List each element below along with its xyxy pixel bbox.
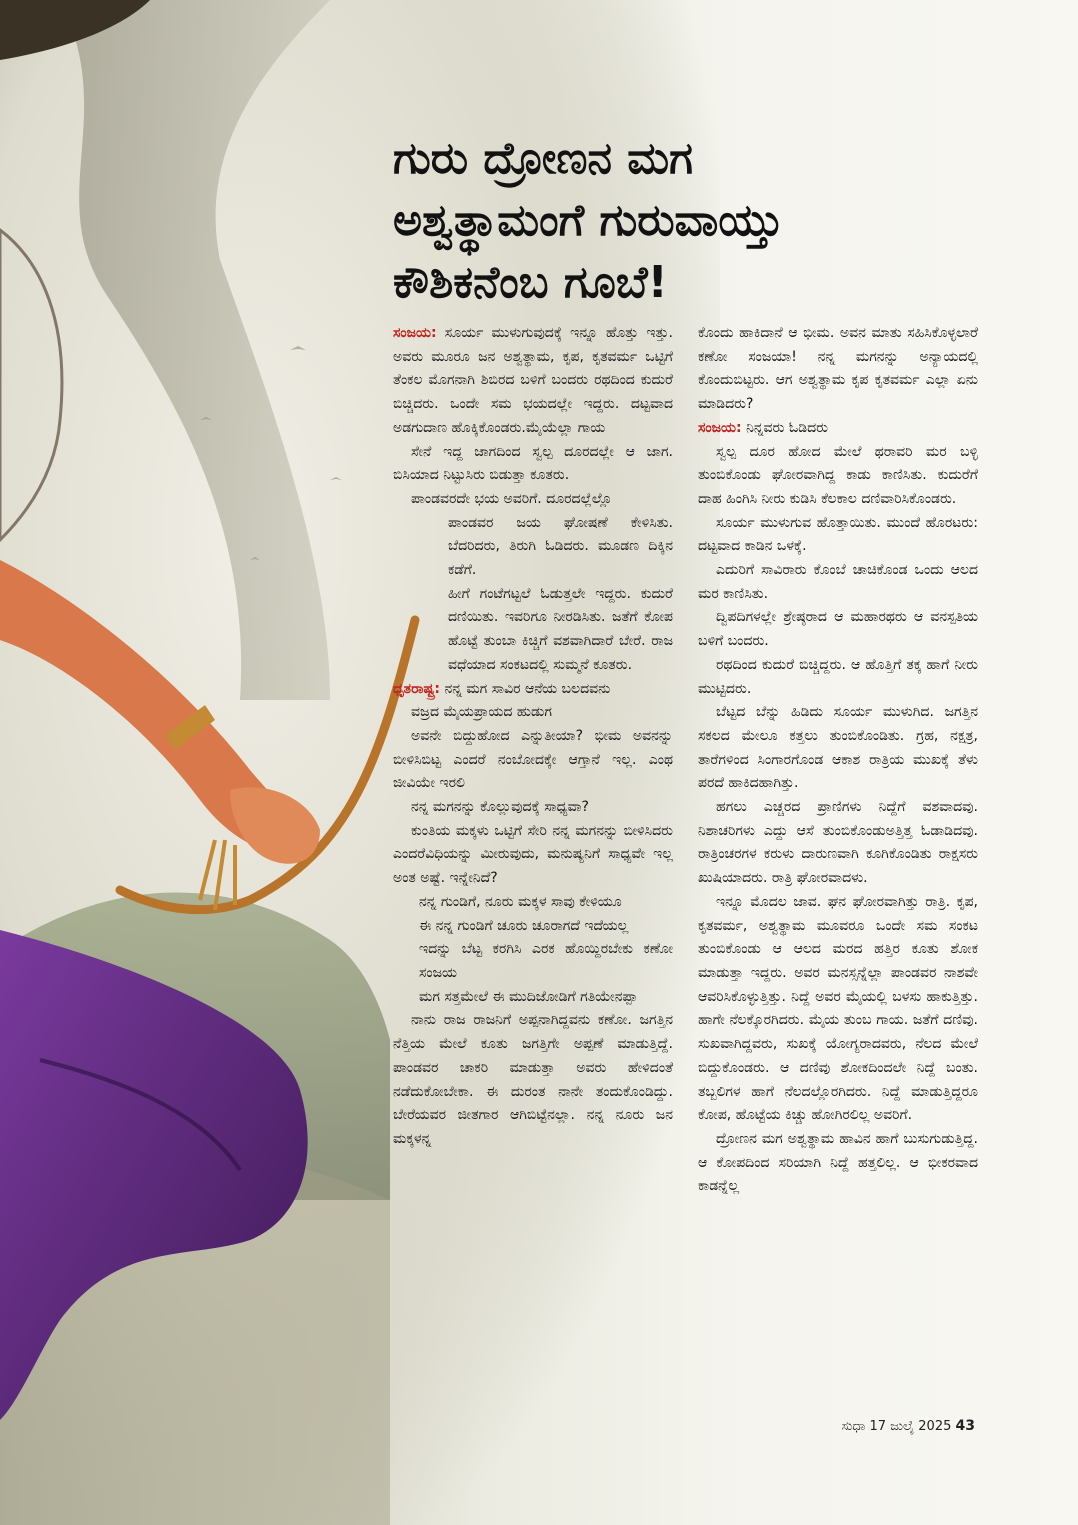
speaker-label: ಸಂಜಯ: <box>393 325 437 341</box>
paragraph: ಪಾಂಡವರದೇ ಭಯ ಅವರಿಗೆ. ದೂರದಲ್ಲೆಲ್ಲೊ <box>411 490 613 507</box>
paragraph: ಕುಂತಿಯ ಮಕ್ಕಳು ಒಟ್ಟಿಗೆ ಸೇರಿ ನನ್ನ ಮಗನನ್ನು ಬೀಳಿಸಿದರು ಎಂದರೆವಿಧಿಯನ್ನು ಮೀರುವುದು, ಮನುಷ್ಯನಿಗೆ ಸಾಧ್ಯವೇ ಇಲ್ಲ ಅಂತ ಅಷ್ಟೆ. ಇನ್ನೇನಿದೆ? <box>393 822 673 887</box>
paragraph: ಸೂರ್ಯ ಮುಳುಗುವ ಹೊತ್ತಾಯಿತು. ಮುಂದೆ ಹೊರಟರು: ದಟ್ಟವಾದ ಕಾಡಿನ ಒಳಕ್ಕೆ. <box>698 514 978 555</box>
verse-line: ಇದನ್ನು ಬೆಟ್ಟ ಕರಗಿಸಿ ಎರಕ ಹೊಯ್ದಿರಬೇಕು ಕಣೋ ಸಂಜಯ <box>419 941 673 981</box>
title-line-3: ಕೌಶಿಕನೆಂಬ ಗೂಬೆ! <box>393 257 668 308</box>
title-line-2: ಅಶ್ವತ್ಥಾಮಂಗೆ ಗುರುವಾಯ್ತು <box>393 195 784 246</box>
article-column-left <box>393 322 673 1152</box>
issue-date: 17 ಜುಲೈ 2025 <box>869 1419 952 1434</box>
paragraph: ದ್ರೋಣನ ಮಗ ಅಶ್ವತ್ಥಾಮ ಹಾವಿನ ಹಾಗೆ ಬುಸುಗುಡುತ್ತಿದ್ದ. ಆ ಕೋಪದಿಂದ ಸರಿಯಾಗಿ ನಿದ್ದೆ ಹತ್ತಲಿಲ್ಲ. ಆ ಭೀಕರವಾದ ಕಾಡನ್ನೆಲ್ಲ <box>698 1130 978 1195</box>
magazine-name: ಸುಧಾ <box>841 1419 866 1434</box>
paragraph: ರಥದಿಂದ ಕುದುರೆ ಬಿಚ್ಚಿದ್ದರು. ಆ ಹೊತ್ತಿಗೆ ತಕ್ಕ ಹಾಗೆ ನೀರು ಮುಟ್ಟಿದರು. <box>698 656 978 697</box>
paragraph: ಸಂಜಯ: ಸೂರ್ಯ ಮುಳುಗುವುದಕ್ಕೆ ಇನ್ನೂ ಹೊತ್ತು ಇತ್ತು. ಅವರು ಮೂರೂ ಜನ ಅಶ್ವತ್ಥಾಮ, ಕೃಪ, ಕೃತವರ್ಮ ಒಟ್ಟಿಗೆ ತೆಂಕಲ ಮೊಗನಾಗಿ ಶಿಬಿರದ ಬಳಿಗೆ ಬಂದರು ರಥದಿಂದ ಕುದುರೆ ಬಿಚ್ಚಿದರು. ಒಂದೇ ಸಮ ಭಯದಲ್ಲೇ ಇದ್ದರು. ದಟ್ಟವಾದ ಅಡಗುದಾಣ ಹೊಕ್ಕಿಕೊಂಡರು.ಮೈಯೆಲ್ಲಾ ಗಾಯ <box>393 325 673 436</box>
paragraph: ಎದುರಿಗೆ ಸಾವಿರಾರು ಕೊಂಬೆ ಚಾಚಿಕೊಂಡ ಒಂದು ಆಲದ ಮರ ಕಾಣಿಸಿತು. <box>698 562 978 602</box>
paragraph: ಇನ್ನೂ ಮೊದಲ ಜಾವ. ಘನ ಘೋರವಾಗಿತ್ತು ರಾತ್ರಿ. ಕೃಪ, ಕೃತವರ್ಮ, ಅಶ್ವತ್ಥಾಮ ಮೂವರೂ ಒಂದೇ ಸಮ ಸಂಕಟ ತುಂಬಿಕೊಂಡು ಆ ಆಲದ ಮರದ ಹತ್ತಿರ ಕೂತು ಶೋಕ ಮಾಡುತ್ತಾ ಇದ್ದರು. ಅವರ ಮನಸ್ಸನ್ನೆಲ್ಲಾ ಪಾಂಡವರ ನಾಶವೇ ಆವರಿಸಿಕೊಳ್ಳುತ್ತಿತ್ತು. ನಿದ್ದೆ ಅವರ ಮೈಯಲ್ಲಿ ಬಳಸು ಹಾಕುತ್ತಿತ್ತು. ಹಾಗೇ ನೆಲಕ್ಕೊರಗಿದರು. ಮೈಯ ತುಂಬ ಗಾಯ. ಜತೆಗೆ ದಣಿವು. ಸುಖವಾಗಿದ್ದವರು, ಸುಖಕ್ಕೆ ಯೋಗ್ಯರಾದವರು, ನೆಲದ ಮೇಲೆ ಬಿದ್ದುಕೊಂಡರು. ಆ ದಣಿವು ಶೋಕದಿಂದಲೇ ನಿದ್ದೆ ಬಂತು. ತಬ್ಬಲಿಗಳ ಹಾಗೆ ನೆಲದಲ್ಲೊರಗಿದರು. ನಿದ್ದೆ ಮಾಡುತ್ತಿದ್ದರೂ ಕೋಪ, ಹೊಟ್ಟೆಯ ಕಿಚ್ಚು ಹೋಗಿರಲಿಲ್ಲ ಅವರಿಗೆ. <box>698 893 978 1124</box>
paragraph: ಸ್ವಲ್ಪ ದೂರ ಹೋದ ಮೇಲೆ ಥರಾವರಿ ಮರ ಬಳ್ಳಿ ತುಂಬಿಕೊಂಡು ಘೋರವಾಗಿದ್ದ ಕಾಡು ಕಾಣಿಸಿತು. ಕುದುರೆಗೆ ದಾಹ ಹಿಂಗಿಸಿ ನೀರು ಕುಡಿಸಿ ಕೆಲಕಾಲ ದಣಿವಾರಿಸಿಕೊಂಡರು. <box>698 443 978 507</box>
paragraph: ಸೇನೆ ಇದ್ದ ಜಾಗದಿಂದ ಸ್ವಲ್ಪ ದೂರದಲ್ಲೇ ಆ ಜಾಗ. ಬಿಸಿಯಾದ ನಿಟ್ಟುಸಿರು ಬಿಡುತ್ತಾ ಕೂತರು. <box>393 443 673 484</box>
paragraph: ಕೊಂದು ಹಾಕಿದಾನೆ ಆ ಭೀಮ. ಅವನ ಮಾತು ಸಹಿಸಿಕೊಳ್ಳಲಾರೆ ಕಣೋ ಸಂಜಯಾ! ನನ್ನ ಮಗನನ್ನು ಅನ್ಯಾಯದಲ್ಲಿ ಕೊಂದುಬಿಟ್ಟರು. ಆಗ ಅಶ್ವತ್ಥಾಮ ಕೃಪ ಕೃತವರ್ಮ ಎಲ್ಲಾ ಏನು ಮಾಡಿದರು? <box>698 325 978 413</box>
page-footer <box>841 1418 975 1434</box>
paragraph: ನನ್ನ ಮಗನನ್ನು ಕೊಲ್ಲುವುದಕ್ಕೆ ಸಾಧ್ಯವಾ? <box>411 799 589 816</box>
paragraph: ಹೀಗೆ ಗಂಟೆಗಟ್ಟಲೆ ಓಡುತ್ತಲೇ ಇದ್ದರು. ಕುದುರೆ ದಣಿಯಿತು. ಇವರಿಗೂ ನೀರಡಿಸಿತು. ಜತೆಗೆ ಕೋಪ ಹೊಟ್ಟೆ ತುಂಬಾ ಕಿಚ್ಚಿಗೆ ವಶವಾಗಿದಾರೆ ಬೇರೆ. ರಾಜ ವಧೆಯಾದ ಸಂಕಟದಲ್ಲಿ ಸುಮ್ಮನೆ ಕೂತರು. <box>448 585 673 673</box>
paragraph: ಧೃತರಾಷ್ಟ್ರ: ನನ್ನ ಮಗ ಸಾವಿರ ಆನೆಯ ಬಲದವನು <box>393 680 611 697</box>
verse-line: ಈ ನನ್ನ ಗುಂಡಿಗೆ ಚೂರು ಚೂರಾಗದೆ ಇದೆಯಲ್ಲ <box>419 917 629 934</box>
paragraph: ಪಾಂಡವರ ಜಯ ಘೋಷಣೆ ಕೇಳಿಸಿತು. ಬೆದರಿದರು, ತಿರುಗಿ ಓಡಿದರು. ಮೂಡಣ ದಿಕ್ಕಿನ ಕಡೆಗೆ. <box>448 514 673 579</box>
verse-line: ನನ್ನ ಗುಂಡಿಗೆ, ನೂರು ಮಕ್ಕಳ ಸಾವು ಕೇಳಿಯೂ <box>419 893 622 910</box>
title-line-1: ಗುರು ದ್ರೋಣನ ಮಗ <box>393 133 693 184</box>
paragraph: ದ್ವಿಪದಿಗಳಲ್ಲೇ ಶ್ರೇಷ್ಠರಾದ ಆ ಮಹಾರಥರು ಆ ವನಸ್ಪತಿಯ ಬಳಿಗೆ ಬಂದರು. <box>698 609 978 650</box>
paragraph: ಬೆಟ್ಟದ ಬೆನ್ನು ಹಿಡಿದು ಸೂರ್ಯ ಮುಳುಗಿದ. ಜಗತ್ತಿನ ಸಕಲದ ಮೇಲೂ ಕತ್ತಲು ತುಂಬಿಕೊಂಡಿತು. ಗ್ರಹ, ನಕ್ಷತ್ರ, ತಾರೆಗಳಿಂದ ಸಿಂಗಾರಗೊಂಡ ಆಕಾಶ ರಾತ್ರಿಯ ಮುಖಕ್ಕೆ ತೆಳು ಪರದೆ ಹಾಕಿದಹಾಗಿತ್ತು. <box>698 704 978 792</box>
paragraph: ಅವನೇ ಬಿದ್ದುಹೋದ ಎನ್ನುತೀಯಾ? ಭೀಮ ಅವನನ್ನು ಬೀಳಿಸಿಬಿಟ್ಟ ಎಂದರೆ ನಂಬೋದಕ್ಕೇ ಆಗ್ತಾನೆ ಇಲ್ಲ. ಎಂಥ ಜೀವಿಯೇ ಇರಲಿ <box>393 727 673 792</box>
article-column-right <box>698 322 978 1199</box>
paragraph: ನಾನು ರಾಜ ರಾಜನಿಗೆ ಅಪ್ಪನಾಗಿದ್ದವನು ಕಣೋ. ಜಗತ್ತಿನ ನೆತ್ತಿಯ ಮೇಲೆ ಕೂತು ಜಗತ್ತಿಗೇ ಅಪ್ಪಣೆ ಮಾಡುತ್ತಿದ್ದೆ. ಪಾಂಡವರ ಚಾಕರಿ ಮಾಡುತ್ತಾ ಅವರು ಹೇಳಿದಂತೆ ನಡೆದುಕೋಬೇಕಾ. ಈ ದುರಂತ ನಾನೇ ತಂದುಕೊಂಡಿದ್ದು. ಬೇರೆಯವರ ಜೀತಗಾರ ಆಗಿಬಿಟ್ಟೆನಲ್ಲಾ. ನನ್ನ ನೂರು ಜನ ಮಕ್ಕಳನ್ನ <box>393 1012 673 1147</box>
speaker-label: ಧೃತರಾಷ್ಟ್ರ: <box>393 680 440 697</box>
verse-line: ಮಗ ಸತ್ತಮೇಲೆ ಈ ಮುದಿಜೋಡಿಗೆ ಗತಿಯೇನಪ್ಪಾ <box>419 988 638 1005</box>
paragraph: ಸಂಜಯ: ನಿನ್ನವರು ಓಡಿದರು <box>698 419 828 436</box>
page-number: 43 <box>955 1418 975 1434</box>
paragraph: ವಜ್ರದ ಮೈಯಪ್ರಾಯದ ಹುಡುಗ <box>411 704 552 721</box>
article-title <box>393 128 1033 314</box>
speaker-label: ಸಂಜಯ: <box>698 419 742 436</box>
paragraph: ಹಗಲು ಎಚ್ಚರದ ಪ್ರಾಣಿಗಳು ನಿದ್ದೆಗೆ ವಶವಾದವು. ನಿಶಾಚರಿಗಳು ಎದ್ದು ಆಸೆ ತುಂಬಿಕೊಂಡುಅತ್ತಿತ್ತ ಓಡಾಡಿದವು. ರಾತ್ರಿಂಚರಗಳ ಕರುಳು ದಾರುಣವಾಗಿ ಕೂಗಿಕೊಂಡಿತು ರಾಕ್ಷಸರು ಖುಷಿಯಾದರು. ರಾತ್ರಿ ಘೋರವಾದಳು. <box>698 799 978 887</box>
